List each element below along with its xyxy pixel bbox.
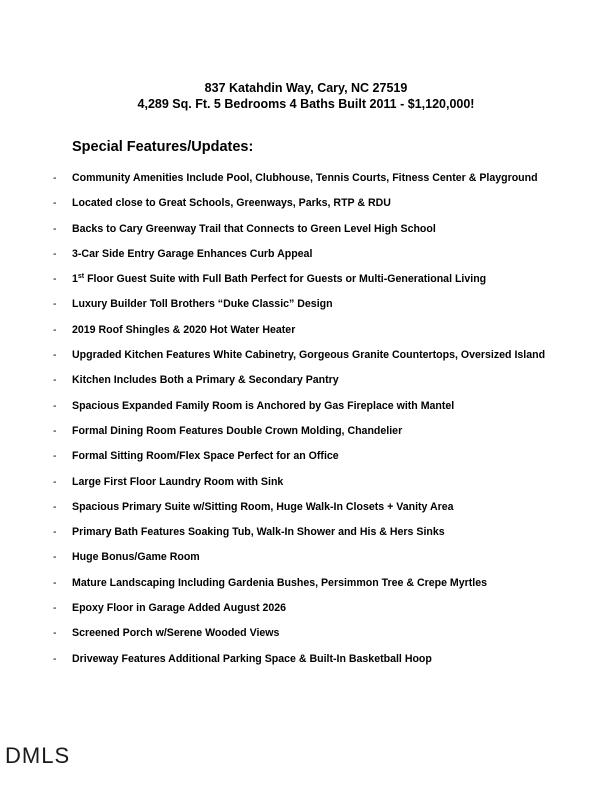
feature-text-prefix: 1 xyxy=(72,273,78,286)
feature-text-body: Backs to Cary Greenway Trail that Connects to Green Level High School xyxy=(72,222,436,235)
feature-text-body: Driveway Features Additional Parking Space & Built-In Basketball Hoop xyxy=(72,652,432,665)
feature-text xyxy=(72,374,339,386)
bullet-dash: - xyxy=(53,576,57,589)
listing-header xyxy=(0,80,612,112)
feature-item xyxy=(0,246,612,271)
feature-item xyxy=(0,398,612,423)
feature-text-body: Upgraded Kitchen Features White Cabinetry, Gorgeous Granite Countertops, Oversized Island xyxy=(72,349,546,362)
feature-text-body: Kitchen Includes Both a Primary & Secondary Pantry xyxy=(72,374,339,387)
section-title: Special Features/Updates: xyxy=(72,139,254,155)
feature-item xyxy=(0,625,612,650)
feature-item xyxy=(0,271,612,296)
features-list xyxy=(0,170,612,676)
feature-item xyxy=(0,423,612,448)
feature-item xyxy=(0,195,612,220)
feature-item xyxy=(0,651,612,676)
bullet-dash: - xyxy=(53,475,57,488)
feature-item xyxy=(0,524,612,549)
feature-text-body: Spacious Expanded Family Room is Anchored by Gas Fireplace with Mantel xyxy=(72,399,455,412)
feature-text xyxy=(72,425,402,437)
bullet-dash: - xyxy=(53,247,57,260)
feature-text-body: Formal Dining Room Features Double Crown Molding, Chandelier xyxy=(72,424,403,437)
feature-text-body: Floor Guest Suite with Full Bath Perfect for Guests or Multi-Generational Living xyxy=(84,273,487,286)
feature-text xyxy=(72,501,454,513)
feature-text-body: Huge Bonus/Game Room xyxy=(72,551,200,564)
feature-text xyxy=(72,298,333,310)
feature-text xyxy=(72,349,545,361)
feature-text-superscript: st xyxy=(77,273,85,281)
feature-text xyxy=(72,476,283,488)
feature-item xyxy=(0,448,612,473)
feature-text-body: Large First Floor Laundry Room with Sink xyxy=(72,475,284,488)
feature-item xyxy=(0,549,612,574)
dmls-logo: DMLS xyxy=(5,743,71,768)
feature-text xyxy=(72,324,295,336)
feature-item xyxy=(0,499,612,524)
feature-item xyxy=(0,296,612,321)
feature-text-body: Primary Bath Features Soaking Tub, Walk-In Shower and His & Hers Sinks xyxy=(72,526,445,539)
feature-item xyxy=(0,221,612,246)
bullet-dash: - xyxy=(53,374,57,387)
bullet-dash: - xyxy=(53,172,57,184)
bullet-dash: - xyxy=(53,424,57,437)
feature-text xyxy=(72,172,538,184)
bullet-dash: - xyxy=(53,652,57,665)
feature-item xyxy=(0,600,612,625)
feature-text xyxy=(72,627,279,639)
bullet-dash: - xyxy=(53,323,57,336)
feature-text-body: Luxury Builder Toll Brothers “Duke Classic” Design xyxy=(72,298,333,311)
feature-text-body: Screened Porch w/Serene Wooded Views xyxy=(72,627,280,640)
feature-item xyxy=(0,322,612,347)
feature-text xyxy=(72,526,445,538)
feature-text-body: Epoxy Floor in Garage Added August 2026 xyxy=(72,602,287,615)
property-summary: 4,289 Sq. Ft. 5 Bedrooms 4 Baths Built 2011 - $1,120,000! xyxy=(137,97,475,111)
bullet-dash: - xyxy=(53,551,57,564)
feature-text-body: Spacious Primary Suite w/Sitting Room, Huge Walk-In Closets + Vanity Area xyxy=(72,500,454,513)
bullet-dash: - xyxy=(53,222,57,235)
feature-text xyxy=(72,577,487,589)
feature-text xyxy=(72,602,286,614)
feature-text-body: Formal Sitting Room/Flex Space Perfect for an Office xyxy=(72,450,339,463)
feature-text xyxy=(72,450,339,462)
bullet-dash: - xyxy=(53,450,57,463)
feature-text xyxy=(72,223,436,235)
bullet-dash: - xyxy=(53,349,57,362)
feature-text-body: Mature Landscaping Including Gardenia Bushes, Persimmon Tree & Crepe Myrtles xyxy=(72,576,488,589)
feature-text-body: Community Amenities Include Pool, Clubhouse, Tennis Courts, Fitness Center & Playground xyxy=(72,172,538,184)
feature-text-body: 3-Car Side Entry Garage Enhances Curb Appeal xyxy=(72,247,313,260)
bullet-dash: - xyxy=(53,526,57,539)
feature-text xyxy=(72,197,391,209)
bullet-dash: - xyxy=(53,627,57,640)
feature-text xyxy=(72,551,200,563)
feature-text xyxy=(72,248,312,260)
feature-item xyxy=(0,170,612,195)
property-address: 837 Katahdin Way, Cary, NC 27519 xyxy=(204,81,408,95)
bullet-dash: - xyxy=(53,197,57,210)
bullet-dash: - xyxy=(53,500,57,513)
bullet-dash: - xyxy=(53,298,57,311)
feature-text xyxy=(72,653,432,665)
feature-text xyxy=(72,400,454,412)
feature-text-body: Located close to Great Schools, Greenways, Parks, RTP & RDU xyxy=(72,197,391,210)
feature-item xyxy=(0,474,612,499)
bullet-dash: - xyxy=(53,273,57,286)
feature-text xyxy=(72,273,486,285)
feature-item xyxy=(0,347,612,372)
feature-item xyxy=(0,372,612,397)
feature-item xyxy=(0,575,612,600)
bullet-dash: - xyxy=(53,399,57,412)
feature-text-body: 2019 Roof Shingles & 2020 Hot Water Heater xyxy=(72,323,296,336)
bullet-dash: - xyxy=(53,602,57,615)
